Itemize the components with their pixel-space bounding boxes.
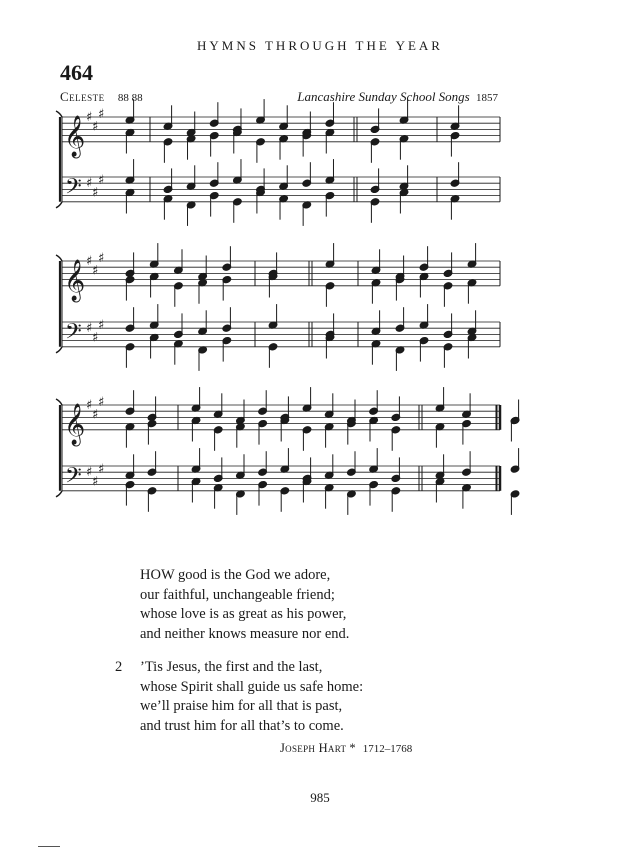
author-credit	[280, 741, 412, 756]
verse-line: we’ll praise him for all that is past,	[140, 698, 343, 714]
sharp-sign: ♯	[86, 465, 93, 481]
sharp-sign: ♯	[98, 394, 105, 410]
author-mark: *	[349, 741, 356, 755]
author-dates: 1712–1768	[362, 743, 413, 755]
author-name: Joseph Hart	[280, 741, 347, 755]
sharp-sign: ♯	[86, 110, 93, 125]
lyrics	[115, 566, 364, 750]
sharp-sign: ♯	[98, 250, 105, 266]
page-number: 985	[310, 790, 330, 805]
bass-clef: 𝄢	[65, 463, 82, 494]
source-title: Lancashire Sunday School Songs	[297, 89, 470, 104]
verse-line: and neither knows measure nor end.	[140, 625, 350, 642]
sharp-sign: ♯	[98, 318, 105, 334]
bracket-hook	[56, 202, 62, 208]
sharp-sign: ♯	[86, 321, 93, 337]
sharp-sign: ♯	[86, 176, 93, 192]
footer-rule	[38, 846, 60, 847]
sharp-sign: ♯	[86, 254, 93, 269]
sharp-sign: ♯	[98, 462, 105, 478]
verse-line: our faithful, unchangeable friend;	[140, 586, 335, 603]
bracket-hook	[56, 111, 62, 117]
sharp-sign: ♯	[92, 263, 99, 279]
bracket-hook	[56, 491, 62, 497]
treble-clef: 𝄞	[64, 259, 86, 301]
sharp-sign: ♯	[92, 330, 99, 346]
bracket-hook	[56, 399, 62, 405]
verse-line: whose love is as great as his power,	[140, 606, 347, 622]
bracket-hook	[56, 347, 62, 353]
hymn-number: 464	[60, 60, 93, 85]
meter: 88 88	[117, 92, 143, 104]
bass-clef: 𝄢	[65, 174, 82, 205]
sharp-sign: ♯	[98, 106, 105, 122]
verse-line: HOW good is the God we adore,	[140, 567, 331, 583]
running-title: HYMNS THROUGH THE YEAR	[197, 38, 443, 53]
verse-1	[140, 566, 363, 644]
sharp-sign: ♯	[92, 407, 99, 423]
source-year: 1857	[476, 92, 498, 104]
treble-clef: 𝄞	[64, 115, 86, 157]
sharp-sign: ♯	[92, 119, 99, 135]
sharp-sign: ♯	[86, 398, 93, 413]
sharp-sign: ♯	[92, 474, 99, 490]
verse-line: and trust him for all that’s to come.	[140, 717, 344, 734]
treble-clef: 𝄞	[64, 403, 86, 445]
bass-clef: 𝄢	[65, 319, 82, 350]
bracket-hook	[56, 255, 62, 261]
verse-line: whose Spirit shall guide us safe home:	[140, 678, 364, 695]
sharp-sign: ♯	[92, 185, 99, 201]
sharp-sign: ♯	[98, 173, 105, 189]
verse-2	[115, 658, 364, 736]
tune-name: Celeste	[60, 89, 105, 104]
verse-line: ’Tis Jesus, the first and the last,	[140, 659, 323, 675]
verse-number: 2	[115, 659, 123, 675]
score-content	[56, 99, 520, 515]
